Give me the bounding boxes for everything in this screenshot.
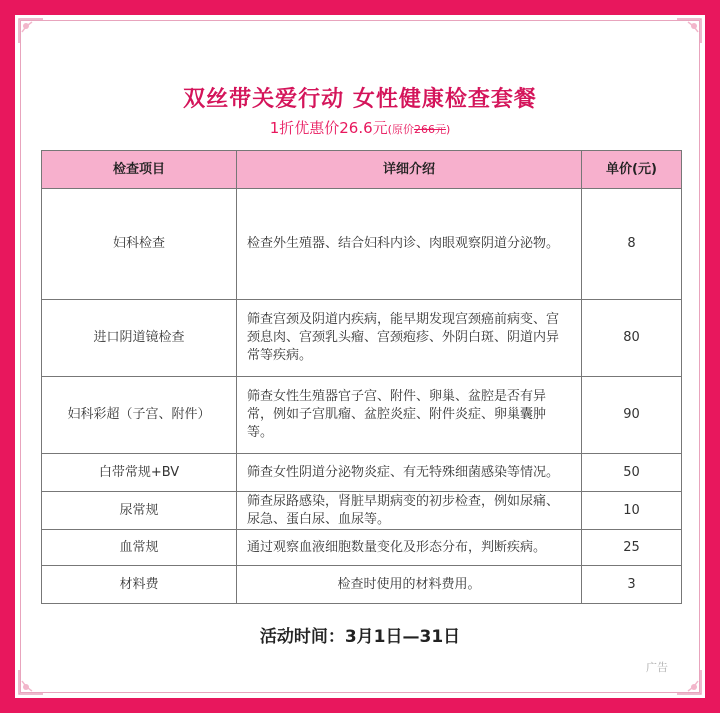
table-row — [42, 189, 682, 300]
row-desc: 筛查女性阴道分泌物炎症、有无特殊细菌感染等情况。 — [237, 454, 582, 492]
row-price: 80 — [582, 300, 682, 377]
table-row — [42, 377, 682, 454]
corner-ornament-icon — [18, 669, 44, 695]
corner-ornament-icon — [676, 18, 702, 44]
promo-price — [0, 117, 720, 138]
row-desc: 通过观察血液细胞数量变化及形态分布，判断疾病。 — [237, 530, 582, 566]
corner-ornament-icon — [676, 669, 702, 695]
row-desc: 筛查宫颈及阴道内疾病，能早期发现宫颈癌前病变、宫颈息肉、宫颈乳头瘤、宫颈疱疹、外阴白斑、阴道内异常等疾病。 — [237, 300, 582, 377]
row-price: 90 — [582, 377, 682, 454]
row-price: 10 — [582, 492, 682, 530]
row-price: 3 — [582, 566, 682, 604]
column-header-detail: 详细介绍 — [237, 151, 582, 189]
table-row — [42, 454, 682, 492]
column-header-item: 检查项目 — [42, 151, 237, 189]
original-price: 266元 — [413, 123, 446, 136]
original-price-suffix: ) — [445, 123, 451, 136]
table-row — [42, 300, 682, 377]
row-price: 25 — [582, 530, 682, 566]
corner-ornament-icon — [18, 18, 44, 44]
row-item: 进口阴道镜检查 — [42, 300, 237, 377]
campaign-period: 活动时间：3月1日—31日 — [259, 627, 461, 647]
page-title: 双丝带关爱行动 女性健康检查套餐 — [183, 87, 537, 112]
table-row — [42, 566, 682, 604]
table-row — [42, 530, 682, 566]
row-desc: 筛查女性生殖器官子宫、附件、卵巢、盆腔是否有异常，例如子宫肌瘤、盆腔炎症、附件炎症、卵巢囊肿等。 — [237, 377, 582, 454]
row-item: 尿常规 — [42, 492, 237, 530]
original-price-prefix: (原价 — [387, 123, 414, 136]
row-item: 白带常规+BV — [42, 454, 237, 492]
row-item: 材料费 — [42, 566, 237, 604]
row-desc: 检查时使用的材料费用。 — [237, 566, 582, 604]
discount-price: 1折优惠价26.6元 — [269, 119, 388, 137]
row-item: 妇科检查 — [42, 189, 237, 300]
row-item: 血常规 — [42, 530, 237, 566]
column-header-price: 单价(元) — [582, 151, 682, 189]
table-row — [42, 492, 682, 530]
row-desc: 筛查尿路感染，肾脏早期病变的初步检查，例如尿痛、尿急、蛋白尿、血尿等。 — [237, 492, 582, 530]
ad-label: 广告 — [646, 661, 668, 674]
table-header-row — [42, 151, 682, 189]
row-price: 50 — [582, 454, 682, 492]
row-item: 妇科彩超（子宫、附件） — [42, 377, 237, 454]
row-desc: 检查外生殖器、结合妇科内诊、肉眼观察阴道分泌物。 — [237, 189, 582, 300]
row-price: 8 — [582, 189, 682, 300]
package-table — [41, 150, 682, 604]
